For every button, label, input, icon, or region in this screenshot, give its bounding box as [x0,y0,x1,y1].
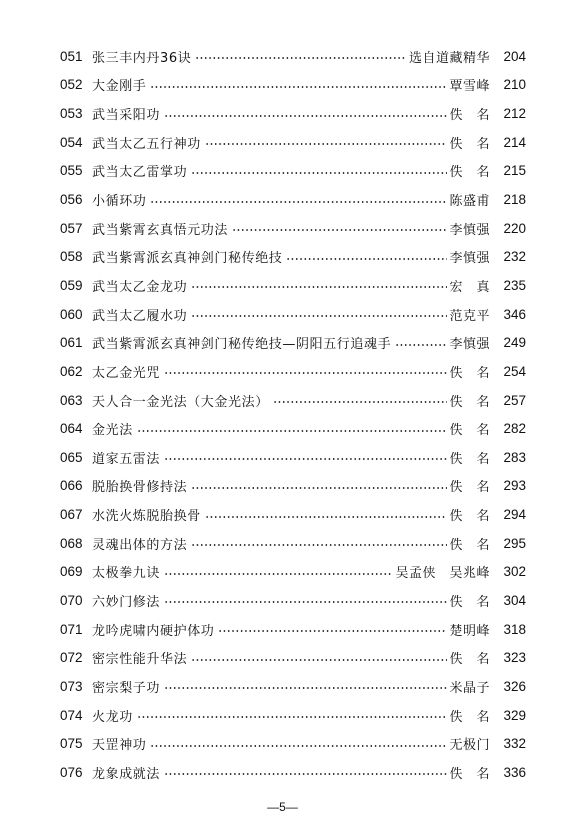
entry-number: 051 [60,48,83,64]
entry-page: 346 [503,306,526,322]
toc-entry[interactable] [60,443,526,472]
entry-title: 密宗梨子功 [92,680,161,696]
entry-number: 067 [60,507,83,523]
entry-number: 068 [60,535,83,551]
toc-entry[interactable] [60,500,526,529]
toc-entry[interactable] [60,472,526,501]
toc-entry[interactable] [60,128,526,157]
entry-page: 304 [503,592,526,608]
entry-number: 074 [60,707,83,723]
entry-author: 楚明峰 [449,623,490,639]
toc-entry[interactable] [60,300,526,329]
entry-author: 吴孟侠 吴兆峰 [395,566,490,582]
toc-entry[interactable] [60,328,526,357]
entry-author: 李慎强 [449,251,490,267]
entry-title: 脱胎换骨修持法 [92,480,188,496]
dot-leader [205,143,448,145]
entry-number: 065 [60,449,83,465]
dot-leader [164,687,447,689]
toc-entry[interactable] [60,185,526,214]
entry-title: 武当紫霄派玄真神剑门秘传绝技—阴阳五行追魂手 [92,337,392,353]
dot-leader [218,630,447,632]
dot-leader [191,659,447,661]
entry-title: 金光法 [92,423,133,439]
toc-entry[interactable] [60,558,526,587]
toc-entry[interactable] [60,71,526,100]
entry-page: 249 [503,335,526,351]
entry-number: 061 [60,335,83,351]
entry-title: 大金刚手 [92,79,147,95]
entry-author: 陈盛甫 [449,194,490,210]
entry-title: 小循环功 [92,194,147,210]
toc-entry[interactable] [60,242,526,271]
entry-number: 064 [60,421,83,437]
dot-leader [150,86,447,88]
entry-number: 062 [60,363,83,379]
entry-title: 武当紫霄玄真悟元功法 [92,222,229,238]
entry-title: 武当太乙五行神功 [92,136,201,152]
dot-leader [195,57,407,59]
entry-title: 天罡神功 [92,738,147,754]
entry-page: 218 [503,192,526,208]
toc-entry[interactable] [60,672,526,701]
entry-number: 073 [60,678,83,694]
entry-number: 056 [60,192,83,208]
entry-number: 058 [60,249,83,265]
dot-leader [191,544,447,546]
entry-page: 294 [503,507,526,523]
entry-author: 李慎强 [449,337,490,353]
entry-author: 佚 名 [449,509,490,525]
entry-title: 太极拳九诀 [92,566,161,582]
entry-title: 水洗火炼脱胎换骨 [92,509,201,525]
entry-page: 232 [503,249,526,265]
entry-page: 323 [503,650,526,666]
entry-title: 火龙功 [92,709,133,725]
dot-leader [150,201,447,203]
entry-page: 326 [503,678,526,694]
toc-entry[interactable] [60,271,526,300]
entry-page: 235 [503,277,526,293]
dot-leader [395,344,447,346]
entry-number: 075 [60,736,83,752]
entry-author: 选自道藏精华 [408,50,490,66]
dot-leader [164,115,447,117]
dot-leader [137,716,448,718]
toc-entry[interactable] [60,99,526,128]
entry-page: 318 [503,621,526,637]
entry-title: 天人合一金光法（大金光法） [92,394,269,410]
dot-leader [191,315,447,317]
entry-page: 295 [503,535,526,551]
entry-page: 282 [503,421,526,437]
entry-author: 佚 名 [449,423,490,439]
entry-page: 220 [503,220,526,236]
entry-author: 佚 名 [449,108,490,124]
dot-leader [164,573,393,575]
toc-entry[interactable] [60,386,526,415]
table-of-contents [60,42,526,787]
toc-entry[interactable] [60,357,526,386]
entry-number: 053 [60,106,83,122]
entry-page: 332 [503,736,526,752]
dot-leader [164,458,447,460]
entry-title: 武当太乙雷掌功 [92,165,188,181]
dot-leader [164,773,447,775]
toc-entry[interactable] [60,214,526,243]
entry-page: 302 [503,564,526,580]
entry-page: 257 [503,392,526,408]
entry-author: 佚 名 [449,480,490,496]
entry-author: 范克平 [449,308,490,324]
entry-page: 293 [503,478,526,494]
entry-number: 066 [60,478,83,494]
entry-author: 佚 名 [449,451,490,467]
entry-title: 太乙金光咒 [92,365,161,381]
toc-entry[interactable] [60,414,526,443]
entry-author: 覃雪峰 [449,79,490,95]
entry-author: 无极门 [449,738,490,754]
dot-leader [273,401,448,403]
toc-entry[interactable] [60,615,526,644]
entry-number: 060 [60,306,83,322]
dot-leader [191,172,447,174]
entry-page: 214 [503,134,526,150]
dot-leader [205,516,448,518]
dot-leader [164,601,447,603]
entry-title: 灵魂出体的方法 [92,537,188,553]
toc-entry[interactable] [60,42,526,71]
entry-title: 六妙门修法 [92,594,161,610]
dot-leader [191,286,447,288]
dot-leader [137,430,448,432]
entry-number: 076 [60,764,83,780]
entry-number: 063 [60,392,83,408]
entry-page: 329 [503,707,526,723]
entry-title: 密宗性能升华法 [92,652,188,668]
page-number-footer: —5— [267,800,298,814]
toc-entry[interactable] [60,157,526,186]
entry-page: 210 [503,77,526,93]
entry-author: 佚 名 [449,365,490,381]
entry-author: 佚 名 [449,594,490,610]
entry-number: 057 [60,220,83,236]
entry-author: 佚 名 [449,136,490,152]
entry-title: 武当采阳功 [92,108,161,124]
entry-author: 佚 名 [449,652,490,668]
toc-entry[interactable] [60,729,526,758]
entry-title: 武当太乙履水功 [92,308,188,324]
entry-page: 212 [503,106,526,122]
entry-page: 336 [503,764,526,780]
entry-number: 052 [60,77,83,93]
entry-number: 055 [60,163,83,179]
entry-number: 070 [60,592,83,608]
entry-title: 道家五雷法 [92,451,161,467]
entry-page: 215 [503,163,526,179]
entry-page: 254 [503,363,526,379]
toc-entry[interactable] [60,586,526,615]
entry-number: 054 [60,134,83,150]
entry-page: 283 [503,449,526,465]
dot-leader [164,372,447,374]
toc-entry[interactable] [60,758,526,787]
entry-page: 204 [503,48,526,64]
toc-entry[interactable] [60,643,526,672]
entry-title: 武当紫霄派玄真神剑门秘传绝技 [92,251,283,267]
entry-number: 069 [60,564,83,580]
entry-author: 佚 名 [449,165,490,181]
entry-number: 059 [60,277,83,293]
entry-number: 071 [60,621,83,637]
entry-author: 李慎强 [449,222,490,238]
toc-entry[interactable] [60,701,526,730]
entry-title: 龙象成就法 [92,766,161,782]
entry-number: 072 [60,650,83,666]
entry-title: 张三丰内丹36诀 [92,50,192,66]
entry-author: 米晶子 [449,680,490,696]
entry-author: 佚 名 [449,709,490,725]
entry-author: 佚 名 [449,766,490,782]
dot-leader [232,229,447,231]
toc-entry[interactable] [60,529,526,558]
entry-author: 佚 名 [449,537,490,553]
entry-title: 武当太乙金龙功 [92,279,188,295]
entry-author: 佚 名 [449,394,490,410]
entry-title: 龙吟虎啸内硬护体功 [92,623,215,639]
dot-leader [286,258,447,260]
entry-author: 宏 真 [449,279,490,295]
dot-leader [150,745,447,747]
dot-leader [191,487,447,489]
